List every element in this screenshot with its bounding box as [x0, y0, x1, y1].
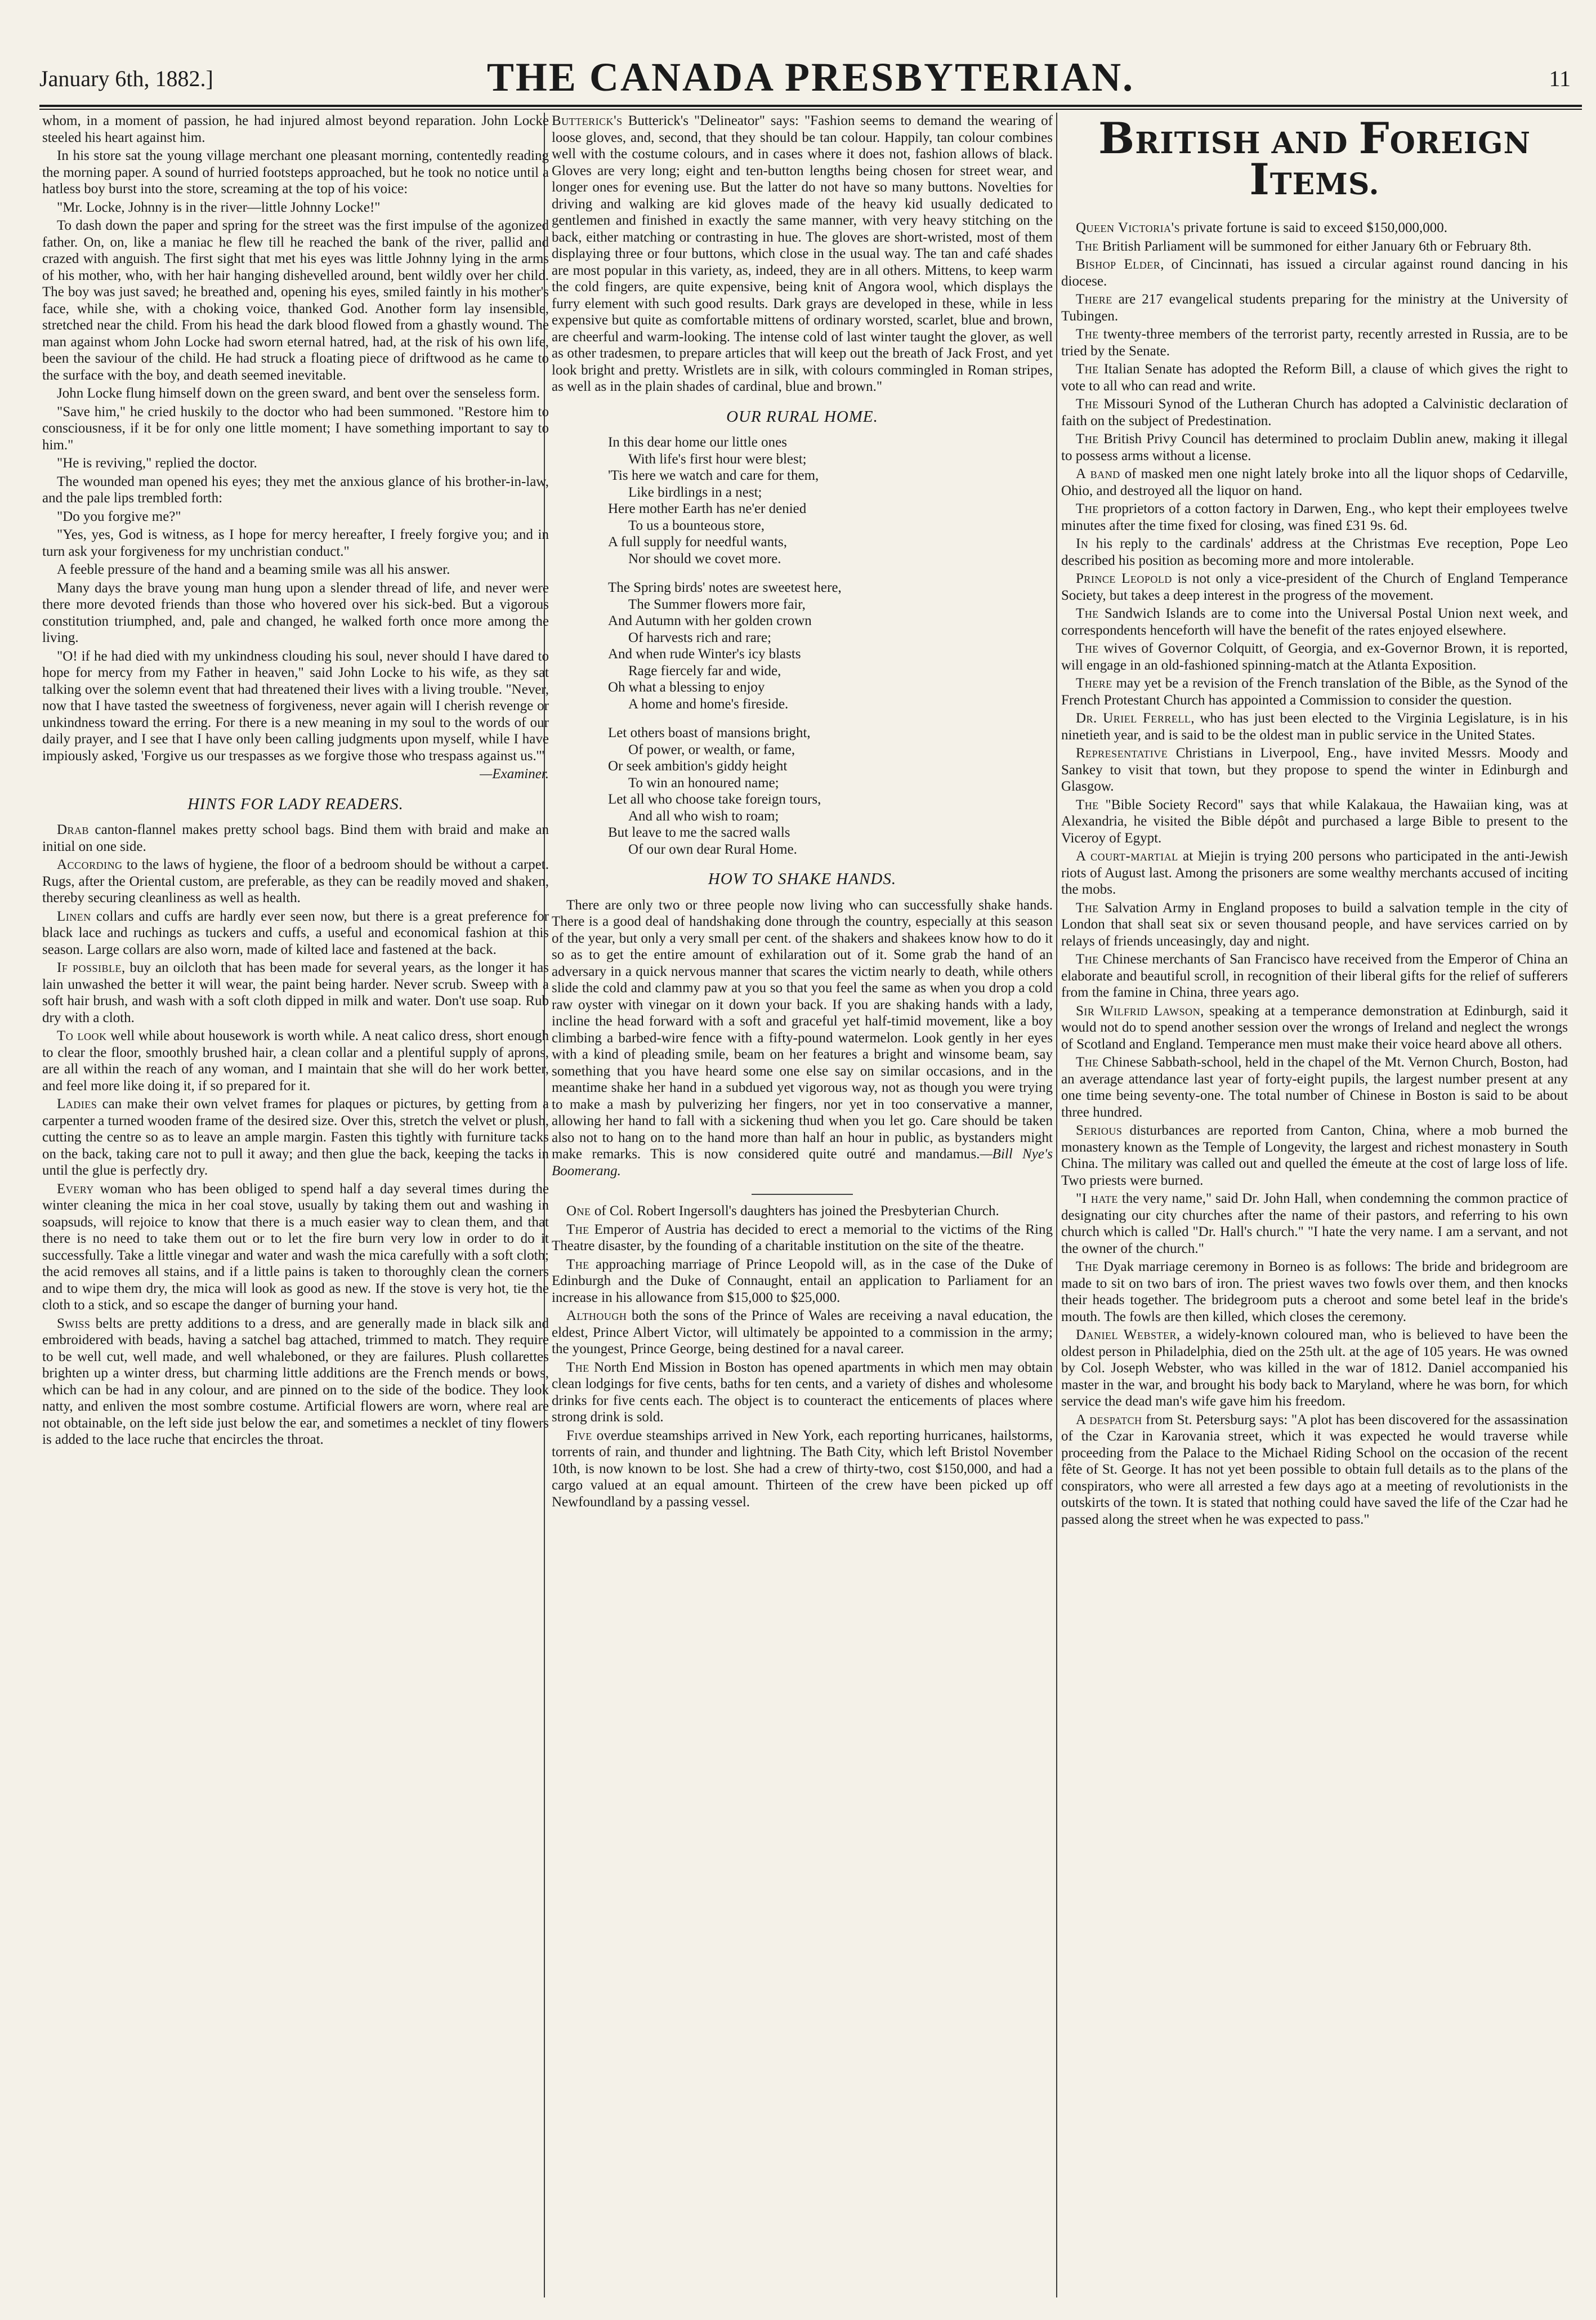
story-paragraph: whom, in a moment of passion, he had injured almost beyond reparation. John Locke steeled his heart against him.	[42, 113, 549, 145]
foreign-item-lead: The	[1076, 396, 1099, 412]
poem-line: But leave to me the sacred walls	[608, 825, 790, 840]
poem-line: And Autumn with her golden crown	[608, 613, 812, 628]
foreign-item-lead: The	[1076, 327, 1099, 342]
foreign-item	[1061, 1327, 1568, 1410]
foreign-item	[1061, 238, 1568, 255]
foreign-item-lead: The	[1076, 1055, 1099, 1070]
poem-line: In this dear home our little ones	[608, 435, 787, 450]
foreign-item-text: , who has just been elected to the Virginia Legislature, is in his ninetieth year, and is said to be the oldest man in public service in the United States.	[1061, 711, 1568, 743]
foreign-item-text: Sandwich Islands are to come into the Universal Postal Union next week, and correspondents henceforth will have the benefit of the rates enjoyed elsewhere.	[1061, 606, 1568, 638]
poem-stanza	[608, 434, 1053, 567]
poem-line: To us a bounteous store,	[628, 517, 765, 533]
foreign-item-lead: The	[1076, 431, 1099, 447]
hint-item-lead: Ladies	[57, 1096, 97, 1112]
foreign-item	[1061, 710, 1568, 743]
foreign-item	[1061, 501, 1568, 534]
foreign-item-lead: The	[1076, 501, 1099, 516]
foreign-item	[1061, 361, 1568, 394]
header-rule-thin	[39, 109, 1582, 110]
poem-line: Let others boast of mansions bright,	[608, 725, 811, 740]
issue-date: January 6th, 1882.]	[39, 66, 213, 91]
poem-line: Rage fiercely far and wide,	[628, 663, 781, 679]
story-paragraph: In his store sat the young village merchant one pleasant morning, contentedly reading the morning paper. A sound of hurried footsteps approached, but he took no notice until a hatless boy burst into the store, screaming at the top of his voice:	[42, 148, 549, 197]
section-divider	[752, 1194, 853, 1195]
foreign-item	[1061, 396, 1568, 429]
foreign-item	[1061, 900, 1568, 950]
hint-item-text: woman who has been obliged to spend half a day several times during the winter cleaning the mica in her coal stove, usually by taking them out and washing in soapsuds, will rejoice to know that there is a much easier way to clean them, and that there is no need to take them out or to let the fire burn very low in order to do it successfully. Take a little vinegar and water and wash the mica carefully with a soft cloth; the acid removes all stains, and if a little pains is taken to thoroughly clean the corners and to wipe them dry, the mica will look as good as new. If the stove is very hot, tie the cloth to a stick, and so escape the danger of burning your hand.	[42, 1181, 549, 1313]
foreign-item	[1061, 951, 1568, 1001]
foreign-item-text: , a widely-known coloured man, who is believed to have been the oldest person in Philadelphia, died on the 25th ult. at the age of 105 years. He was owned by Col. Joseph Webster, who was killed in the war of 1812. Daniel accompanied his master in the war, and brought his body back to Maryland, where he was born, for which service the dead man's wife gave him his freedom.	[1061, 1327, 1568, 1409]
foreign-item-text: "Bible Society Record" says that while Kalakaua, the Hawaiian king, was at Alexandria, he visited the Bible dépôt and purchased a large Bible to present to the Viceroy of Egypt.	[1061, 797, 1568, 846]
news-item	[552, 1308, 1053, 1358]
foreign-item-lead: In	[1076, 536, 1089, 551]
story-signature: —Examiner.	[480, 766, 549, 782]
hint-item	[42, 856, 549, 907]
page-number: 11	[1549, 66, 1571, 91]
poem-line: To win an honoured name;	[628, 775, 779, 791]
foreign-item-lead: The	[1076, 900, 1099, 916]
foreign-item-text: may yet be a revision of the French translation of the Bible, as the Synod of the French Protestant Church has appointed a Commission to consider the question.	[1061, 676, 1568, 708]
poem-line: Let all who choose take foreign tours,	[608, 792, 821, 807]
foreign-item-text: Dyak marriage ceremony in Borneo is as follows: The bride and bridegroom are made to sit on two bars of iron. The priest waves two fowls over them, and then knocks their heads together. The bridegroom puts a cheroot and some betel leaf in the bride's mouth. The fowls are then killed, which closes the ceremony.	[1061, 1259, 1568, 1324]
hint-item-text: , buy an oilcloth that has been made for several years, as the longer it has lain unwashed the better it will wear, the paint being harder. Never scrub. Sweep with a soft hair brush, and wash with a soft cloth dipped in milk and water. Don't use soap. Rub dry with a cloth.	[42, 960, 549, 1025]
foreign-item-text: from St. Petersburg says: "A plot has been discovered for the assassination of the Czar in Karovania street, which it was expected he would traverse while proceeding from the Palace to the Michael Riding School on the occasion of the recent fête of St. George. It has not yet been possible to obtain full details as to the plans of the conspirators, who were all arrested a few days ago at a meeting of revolutionists in the outskirts of the town. It is stated that nothing could have saved the life of the Czar had he passed along the street when he was expected to pass."	[1061, 1412, 1568, 1527]
hint-item	[42, 822, 549, 855]
foreign-item-lead: Representative	[1076, 746, 1168, 761]
hint-item-text: belts are pretty additions to a dress, and are generally made in black silk and embroidered with beads, having a satchel bag attached, trimmed to match. They require to be well cut, well made, and well whaleboned, or they are failures. Plush collarettes brighten up a winter dress, but charming little additions are the French mends or bows, which can be had in any colour, and are pinned on to the side of the bodice. They look natty, and enliven the most sombre costume. Artificial flowers are worn, where real are not obtainable, on the left side just below the ear, and sometimes a necklet of tiny flowers is added to the lace ruche that encircles the throat.	[42, 1315, 549, 1447]
hint-item-lead: Swiss	[57, 1315, 91, 1331]
news-item	[552, 1256, 1053, 1306]
poem-line: Here mother Earth has ne'er denied	[608, 501, 807, 516]
story-paragraph: "Yes, yes, God is witness, as I hope for mercy hereafter, I freely forgive you; and in turn ask your forgiveness for my unchristian conduct."	[42, 527, 549, 559]
foreign-item	[1061, 1190, 1568, 1257]
foreign-item	[1061, 1259, 1568, 1325]
news-items	[552, 1203, 1053, 1510]
handshake-signature: —Bill Nye's Boomerang.	[552, 1146, 1053, 1179]
poem-line: Like birdlings in a nest;	[628, 484, 762, 500]
hint-item	[42, 1181, 549, 1314]
foreign-item-lead: Dr. Uriel Ferrell	[1076, 711, 1191, 726]
hint-item	[42, 908, 549, 958]
news-item-lead: Although	[566, 1308, 627, 1323]
foreign-item-text: private fortune is said to exceed $150,000,000.	[1180, 220, 1447, 235]
poem-line: Of harvests rich and rare;	[628, 630, 772, 645]
poem-line: And all who wish to roam;	[628, 808, 779, 824]
handshake-article	[552, 897, 1053, 1180]
hint-item	[42, 1028, 549, 1094]
story-paragraph: "Mr. Locke, Johnny is in the river—little Johnny Locke!"	[57, 199, 381, 215]
foreign-item-text: the very name," said Dr. John Hall, when condemning the common practice of designating our city churches after the name of their pastors, and referring to his own church which is called "Dr. Hall's church." "I hate the very name. I am a servant, and not the owner of the church."	[1061, 1191, 1568, 1256]
hint-item	[42, 1096, 549, 1179]
foreign-item-lead: The	[1076, 362, 1099, 377]
foreign-item-lead: The	[1076, 641, 1099, 656]
news-item-lead: The	[566, 1359, 589, 1375]
poem-stanza	[608, 579, 1053, 712]
british-foreign-title: BRITISH AND FOREIGN ITEMS.	[1098, 113, 1531, 204]
news-item	[552, 1427, 1053, 1511]
foreign-item-lead: Prince Leopold	[1076, 571, 1172, 586]
news-item-lead: Five	[566, 1427, 592, 1443]
foreign-item-lead: The	[1076, 238, 1099, 254]
news-item	[552, 1359, 1053, 1426]
hint-item	[42, 1315, 549, 1448]
foreign-item-text: Missouri Synod of the Lutheran Church has adopted a Calvinistic declaration of faith on the subject of Predestination.	[1061, 396, 1568, 429]
hints-list	[42, 822, 549, 1448]
foreign-item-text: British Privy Council has determined to proclaim Dublin anew, making it illegal to possess arms without a license.	[1061, 431, 1568, 463]
foreign-item-text: British Parliament will be summoned for either January 6th or February 8th.	[1098, 238, 1532, 254]
column-2	[552, 113, 1053, 2303]
foreign-item	[1061, 220, 1568, 237]
foreign-item-text: are 217 evangelical students preparing for the ministry at the University of Tubingen.	[1061, 292, 1568, 324]
poem-line: With life's first hour were blest;	[628, 451, 807, 467]
hint-item-text: canton-flannel makes pretty school bags. Bind them with braid and make an initial on one side.	[42, 822, 549, 854]
hint-item-lead: Drab	[57, 822, 90, 837]
foreign-item-text: , of Cincinnati, has issued a circular against round dancing in his diocese.	[1061, 257, 1568, 289]
butterick-paragraph: Butterick's Butterick's "Delineator" says: "Fashion seems to demand the wearing of loose gloves, and, second, that they should be tan colour. Happily, tan colour combines well with the costume colours, and in cases where it does not, fashion allows of black. Gloves are very long; eight and ten-button lengths being chosen for street wear, and longer ones for evening use. But the latter do not have so many buttons. Novelties for driving and walking are kid gloves made of the heavy kid usually dedicated to gentlemen and finished in exactly the same manner, with very heavy stitching on the back, either matching or contrasting in hue. The gloves are short-wristed, most of them displaying three or four buttons, which close in the usual way. The tan and café shades are most popular in this variety, as, indeed, they are in all others. Mittens, to keep warm the cold fingers, are quite expensive, being knit of Angora wool, which displays the furry element with such good results. Dark grays are developed in these, while in less expensive but quite as comfortable mittens of ordinary worsted, scarlet, blue and brown, are cheerful and warm-looking. The intense cold of last winter taught the glover, as well as other tradesmen, to prepare articles that will keep out the breath of Jack Frost, and yet look bright and pretty. Wristlets are in silk, with colours commingled in Roman stripes, as well as in the plain shades of cardinal, blue and brown."	[552, 113, 1053, 394]
newspaper-title: THE CANADA PRESBYTERIAN.	[486, 55, 1135, 100]
foreign-item-text: , speaking at a temperance demonstration at Edinburgh, said it would not do to spend another session over the wrongs of Ireland and neglect the wrongs of Scotland and England. Temperance men must make their voice heard above all others.	[1061, 1003, 1568, 1052]
poem-title: OUR RURAL HOME.	[726, 407, 878, 426]
foreign-item-text: disturbances are reported from Canton, China, where a mob burned the monastery known as the Temple of Longevity, the largest and richest monastery in South China. The military was called out and quelled the émeute at the cost of large loss of life. Two priests were burned.	[1061, 1123, 1568, 1188]
foreign-item-lead: There	[1076, 292, 1112, 307]
foreign-item-text: twenty-three members of the terrorist party, recently arrested in Russia, are to be tried by the Senate.	[1061, 327, 1568, 359]
foreign-item-lead: Sir Wilfrid Lawson	[1076, 1003, 1201, 1019]
foreign-item-lead: A court-martial	[1076, 849, 1178, 864]
news-item-text: both the sons of the Prince of Wales are receiving a naval education, the eldest, Prince Albert Victor, will ultimately be appointed to a commission in the army; the youngest, Prince George, being destined for a naval career.	[552, 1308, 1053, 1357]
foreign-item	[1061, 291, 1568, 324]
foreign-item	[1061, 326, 1568, 359]
foreign-item-lead: The	[1076, 952, 1099, 967]
foreign-item-lead: The	[1076, 606, 1099, 621]
hint-item-text: collars and cuffs are hardly ever seen now, but there is a great preference for black lace and ruchings as tuckers and cuffs, a useful and economical fashion at this season. Large collars are also worn, made of kilted lace and fastened at the back.	[42, 908, 549, 957]
foreign-item	[1061, 256, 1568, 289]
poem-line: Of our own dear Rural Home.	[628, 841, 797, 857]
foreign-item	[1061, 745, 1568, 795]
story-paragraph: The wounded man opened his eyes; they met the anxious glance of his brother-in-law, and the pale lips trembled forth:	[42, 474, 549, 506]
news-item-lead: The	[566, 1221, 589, 1237]
story-paragraph: A feeble pressure of the hand and a beaming smile was all his answer.	[57, 562, 450, 577]
foreign-item	[1061, 1412, 1568, 1528]
news-item-lead: The	[566, 1256, 589, 1272]
foreign-item-text: Christians in Liverpool, Eng., have invited Messrs. Moody and Sankey to visit that town, but they propose to spend the winter in Edinburgh and Glasgow.	[1061, 746, 1568, 794]
foreign-item	[1061, 848, 1568, 898]
column-3	[1061, 113, 1568, 2303]
foreign-item	[1061, 431, 1568, 464]
foreign-item-lead: Serious	[1076, 1123, 1123, 1138]
story-signature-line	[42, 766, 549, 783]
handshake-text: There are only two or three people now living who can successfully shake hands. There is a good deal of handshaking done through the country, especially at this season of the year, but only a very small per cent. of the shakers and shakees know how to do it so as to get the entire amount of exhilaration out of it. Some grab the hand of an adversary in a quick nervous manner that scares the victim nearly to death, while others slide the cold and clammy paw at you so that you feel the same as when you drop a cold raw oyster with vinegar on it down your back. If you are shaking hands with a lady, incline the head forward with a soft and graceful yet half-timid movement, like a boy climbing a barbed-wire fence with a fifty-pound watermelon. Look gently in her eyes with a kind of pleading smile, beam on her features a bright and winsome beam, say something that you have heard some one else say on similar occasions, and in the meantime shake her hand in a subdued yet vigorous way, not as though you were trying to make a mash by pulverizing her fingers, nor yet in too conservative a manner, allowing her hand to fall with a sickening thud when you let go. Care should be taken also not to hang on to the hand more than half an hour in public, as bystanders might make remarks. This is now considered quite outré and mandamus.	[552, 897, 1053, 1162]
foreign-item	[1061, 675, 1568, 708]
foreign-item-text: proprietors of a cotton factory in Darwen, Eng., who kept their employees twelve minutes after the time fixed for closing, was fined £31 9s. 6d.	[1061, 501, 1568, 533]
foreign-item-text: wives of Governor Colquitt, of Georgia, and ex-Governor Brown, it is reported, will engage in an old-fashioned spinning-match at the Atlanta Exposition.	[1061, 641, 1568, 673]
poem-line: Of power, or wealth, or fame,	[628, 742, 795, 757]
news-item-text: overdue steamships arrived in New York, each reporting hurricanes, hailstorms, torrents of rain, and thunder and lightning. The Bath City, which left Bristol November 10th, is now known to be lost. She had a crew of thirty-two, cost $150,000, and had a cargo valued at an equal amount. Thirteen of the crew have been picked up off Newfoundland by a passing vessel.	[552, 1427, 1053, 1510]
british-foreign-items	[1061, 220, 1568, 1528]
foreign-item-text: Italian Senate has adopted the Reform Bill, a clause of which gives the right to vote to all who can read and write.	[1061, 362, 1568, 394]
poem-our-rural-home	[608, 434, 1053, 858]
foreign-item-text: of masked men one night lately broke into all the liquor shops of Cedarville, Ohio, and destroyed all the liquor on hand.	[1061, 466, 1568, 498]
hints-title: HINTS FOR LADY READERS.	[187, 795, 404, 813]
foreign-item-lead: Queen Victoria's	[1076, 220, 1181, 235]
hint-item-lead: Every	[57, 1181, 94, 1197]
foreign-item-text: his reply to the cardinals' address at the Christmas Eve reception, Pope Leo described his position as becoming more and more intolerable.	[1061, 536, 1568, 568]
foreign-item-lead: Bishop Elder	[1076, 257, 1161, 272]
story-paragraph: "Save him," he cried huskily to the doctor who had been summoned. "Restore him to consciousness, if it be for only one little moment; I have something important to say to him."	[42, 404, 549, 453]
news-item-text: North End Mission in Boston has opened apartments in which men may obtain clean lodgings for five cents, baths for ten cents, and a variety of dishes and wholesome drinks for five cents each. The object is to counteract the enticements of places where strong drink is sold.	[552, 1359, 1053, 1425]
foreign-item	[1061, 536, 1568, 569]
column-divider-2	[1056, 113, 1057, 2297]
poem-line: 'Tis here we watch and care for them,	[608, 468, 819, 483]
handshake-title: HOW TO SHAKE HANDS.	[708, 870, 897, 888]
foreign-item	[1061, 570, 1568, 604]
foreign-item	[1061, 1003, 1568, 1053]
foreign-item	[1061, 640, 1568, 673]
foreign-item-text: at Miejin is trying 200 persons who participated in the anti-Jewish riots of August last. Among the prisoners are some wealthy merchants accused of inciting the mobs.	[1061, 849, 1568, 897]
butterick-text: Butterick's "Delineator" says: "Fashion seems to demand the wearing of loose gloves, and, second, that they should be tan colour. Happily, tan colour combines well with the costume colours, and in cases where it does not, fashion allows of black. Gloves are very long; eight and ten-button lengths being chosen for street wear, and longer ones for evening use. But the latter do not have so many buttons. Novelties for driving and walking are kid gloves made of the heavy kid usually dedicated to gentlemen and finished in exactly the same manner, with very heavy stitching on the back, either matching or contrasting in hue. The gloves are short-wristed, most of them displaying three or four buttons, which close in the usual way. The tan and café shades are most popular in this variety, as, indeed, they are in all others. Mittens, to keep warm the cold fingers, are quite expensive, being knit of Angora wool, which displays the furry element with such good results. Dark grays are developed in these, while in less expensive but quite as comfortable mittens of ordinary worsted, scarlet, blue and brown, are cheerful and warm-looking. The intense cold of last winter taught the glover, as well as other tradesmen, to prepare articles that will keep out the breath of Jack Frost, and yet look bright and pretty. Wristlets are in silk, with colours commingled in Roman stripes, as well as in the plain shades of cardinal, blue and brown."	[552, 113, 1053, 394]
poem-line: Oh what a blessing to enjoy	[608, 680, 765, 695]
story-continuation	[42, 113, 549, 783]
story-paragraph: "Do you forgive me?"	[57, 508, 181, 524]
foreign-item-text: Salvation Army in England proposes to build a salvation temple in the city of London that shall seat six or seven thousand people, and have services carried on by relays of friends unceasingly, day and night.	[1061, 900, 1568, 949]
poem-line: Or seek ambition's giddy height	[608, 759, 788, 774]
news-item-text: approaching marriage of Prince Leopold will, as in the case of the Duke of Edinburgh and the Duke of Connaught, entail an application to Parliament for an increase in his allowance from $15,000 to $25,000.	[552, 1256, 1053, 1305]
poem-line: The Summer flowers more fair,	[628, 596, 806, 612]
foreign-item-lead: Daniel Webster	[1076, 1327, 1177, 1342]
foreign-item	[1061, 1122, 1568, 1189]
news-item	[552, 1221, 1053, 1255]
hint-item-text: can make their own velvet frames for plaques or pictures, by getting from a carpenter a turned wooden frame of the desired size. Over this, stretch the velvet or plush, cutting the centre so as to leave an ample margin. Fasten this tightly with furniture tacks on the back, taking care not to pull it away; and then glue the back, keeping the tacks in until the glue is perfectly dry.	[42, 1096, 549, 1178]
news-item-lead: One	[566, 1203, 591, 1219]
foreign-item-lead: A despatch	[1076, 1412, 1142, 1427]
news-item-text: of Col. Robert Ingersoll's daughters has joined the Presbyterian Church.	[591, 1203, 999, 1219]
column-1	[42, 113, 549, 2303]
poem-line: The Spring birds' notes are sweetest here,	[608, 580, 842, 595]
poem-line: A full supply for needful wants,	[608, 534, 788, 550]
hint-item-lead: Linen	[57, 908, 91, 924]
foreign-item-lead: The	[1076, 797, 1099, 813]
poem-line: Nor should we covet more.	[628, 551, 781, 566]
story-paragraph: John Locke flung himself down on the green sward, and bent over the senseless form.	[57, 386, 540, 401]
foreign-item	[1061, 1054, 1568, 1121]
poem-stanza	[608, 725, 1053, 858]
hint-item	[42, 960, 549, 1026]
poem-line: A home and home's fireside.	[628, 696, 789, 712]
hint-item-text: well while about housework is worth while. A neat calico dress, short enough to clear the floor, smoothly brushed hair, a clean collar and a plentiful supply of aprons, are all within the reach of any woman, and I maintain that she will do her work better, and feel more like doing it, if so prepared for it.	[42, 1028, 549, 1094]
hint-item-lead: According	[57, 857, 123, 872]
story-paragraph: "O! if he had died with my unkindness clouding his soul, never should I have dared to hope for mercy from my Father in heaven," said John Locke to his wife, as they sat talking over the solemn event that had threatened their lives with a living trouble. "Never, now that I have tasted the sweetness of forgiveness, never again will I cherish revenge or unkindness toward the erring. For there is a new meaning in my soul to the words of our daily prayer, and I see that I have only been calling judgments upon myself, while I have impiously asked, 'Forgive us our trespasses as we forgive those who trespass against us.'"	[42, 648, 549, 764]
foreign-item	[1061, 466, 1568, 499]
news-item-text: Emperor of Austria has decided to erect a memorial to the victims of the Ring Theatre disaster, by the founding of a charitable institution on the site of the theatre.	[552, 1221, 1053, 1253]
foreign-item-lead: The	[1076, 1259, 1099, 1274]
foreign-item-text: Chinese Sabbath-school, held in the chapel of the Mt. Vernon Church, Boston, had an average attendance last year of forty-eight pupils, the largest number present at any one time being seventy-one. The total number of Chinese in Boston is said to be about three hundred.	[1061, 1055, 1568, 1120]
foreign-item	[1061, 797, 1568, 847]
foreign-item-lead: There	[1076, 676, 1112, 691]
story-paragraph: To dash down the paper and spring for the street was the first impulse of the agonized father. On, on, like a maniac he flew till he reached the bank of the river, pallid and crazed with anguish. The first sight that met his eyes was little Johnny lying in the arms of his mother, who, with her hair hanging dishevelled around, bent wildly over her child. The boy was just saved; he breathed and, opening his eyes, smiled faintly in his mother's face, while she, with a choking voice, thanked God. Another form lay insensible, stretched near the child. From his head the dark blood flowed from a ghastly wound. The man against whom John Locke had sworn eternal hatred, had, at the risk of his own life, been the saviour of the child. He had struck a floating piece of driftwood as he came to the surface with the boy, and death seemed inevitable.	[42, 218, 549, 383]
foreign-item-text: Chinese merchants of San Francisco have received from the Emperor of China an elaborate and beautiful scroll, in recognition of their liberal gifts for the relief of sufferers from the famine in China, three years ago.	[1061, 952, 1568, 1000]
poem-line: And when rude Winter's icy blasts	[608, 646, 801, 662]
foreign-item-lead: A band	[1076, 466, 1120, 481]
hint-item-lead: To look	[57, 1028, 107, 1043]
story-paragraph: Many days the brave young man hung upon a slender thread of life, and never were there more devoted friends than those who hovered over his sick-bed. But a vigorous constitution triumphed, and, pale and changed, he walked forth once more among the living.	[42, 580, 549, 645]
masthead	[39, 51, 1582, 101]
news-item	[552, 1203, 1053, 1220]
header-rule	[39, 105, 1582, 107]
hint-item-text: to the laws of hygiene, the floor of a bedroom should be without a carpet. Rugs, after the Oriental custom, are preferable, as they can be readily moved and shaken, thereby securing cleanliness as well as health.	[42, 857, 549, 905]
foreign-item-lead: "I hate	[1076, 1191, 1118, 1206]
hint-item-lead: If possible	[57, 960, 122, 975]
foreign-item-text: is not only a vice-president of the Church of England Temperance Society, but takes a deep interest in the progress of the movement.	[1061, 571, 1568, 603]
foreign-item	[1061, 605, 1568, 639]
story-paragraph: "He is reviving," replied the doctor.	[57, 456, 257, 471]
